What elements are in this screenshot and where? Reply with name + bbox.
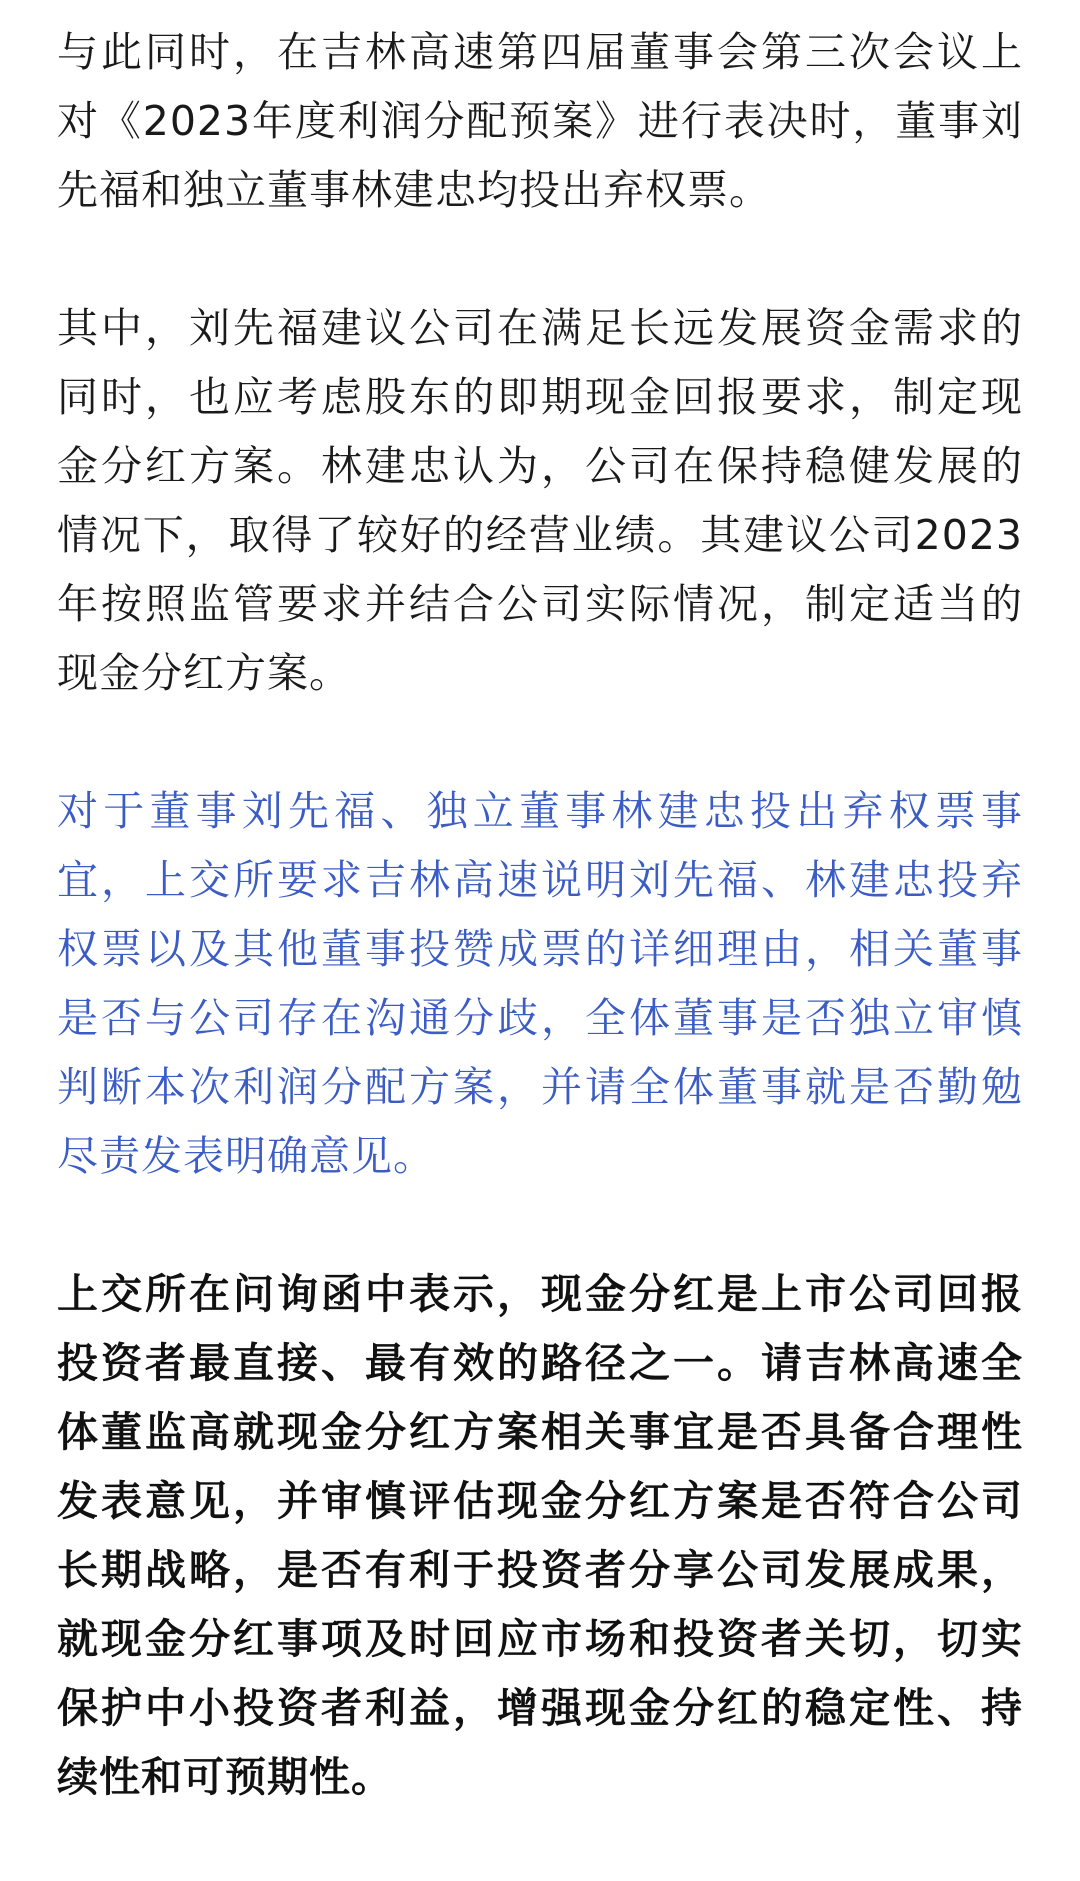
text-line: 先福和独立董事林建忠均投出弃权票。 <box>57 166 771 214</box>
text-line: 同时，也应考虑股东的即期现金回报要求，制定现 <box>57 373 1023 421</box>
text-line: 体董监高就现金分红方案相关事宜是否具备合理性 <box>57 1408 1023 1456</box>
text-line: 情况下，取得了较好的经营业绩。其建议公司2023 <box>57 511 1023 559</box>
text-line: 对于董事刘先福、独立董事林建忠投出弃权票事 <box>57 787 1023 835</box>
paragraph-exchange-inquiry-highlight <box>57 777 1023 1191</box>
article-body <box>57 18 1023 1881</box>
text-line: 上交所在问询函中表示，现金分红是上市公司回报 <box>57 1270 1023 1318</box>
text-line: 保护中小投资者利益，增强现金分红的稳定性、持 <box>57 1684 1023 1732</box>
text-line: 长期战略，是否有利于投资者分享公司发展成果， <box>57 1546 1023 1594</box>
text-line: 现金分红方案。 <box>57 649 351 697</box>
text-line: 与此同时，在吉林高速第四届董事会第三次会议上 <box>57 28 1023 76</box>
text-line: 就现金分红事项及时回应市场和投资者关切，切实 <box>57 1615 1023 1663</box>
text-line: 续性和可预期性。 <box>57 1753 393 1801</box>
paragraph-board-vote <box>57 18 1023 225</box>
text-line: 宜，上交所要求吉林高速说明刘先福、林建忠投弃 <box>57 856 1023 904</box>
text-line: 对《2023年度利润分配预案》进行表决时，董事刘 <box>57 97 1023 145</box>
text-line: 尽责发表明确意见。 <box>57 1132 435 1180</box>
text-line: 权票以及其他董事投赞成票的详细理由，相关董事 <box>57 925 1023 973</box>
paragraph-cash-dividend-statement <box>57 1260 1023 1812</box>
text-line: 判断本次利润分配方案，并请全体董事就是否勤勉 <box>57 1063 1023 1111</box>
text-line: 金分红方案。林建忠认为，公司在保持稳健发展的 <box>57 442 1023 490</box>
text-line: 其中，刘先福建议公司在满足长远发展资金需求的 <box>57 304 1023 352</box>
text-line: 投资者最直接、最有效的路径之一。请吉林高速全 <box>57 1339 1023 1387</box>
paragraph-director-opinions <box>57 294 1023 708</box>
text-line: 发表意见，并审慎评估现金分红方案是否符合公司 <box>57 1477 1023 1525</box>
text-line: 是否与公司存在沟通分歧，全体董事是否独立审慎 <box>57 994 1023 1042</box>
text-line: 年按照监管要求并结合公司实际情况，制定适当的 <box>57 580 1023 628</box>
